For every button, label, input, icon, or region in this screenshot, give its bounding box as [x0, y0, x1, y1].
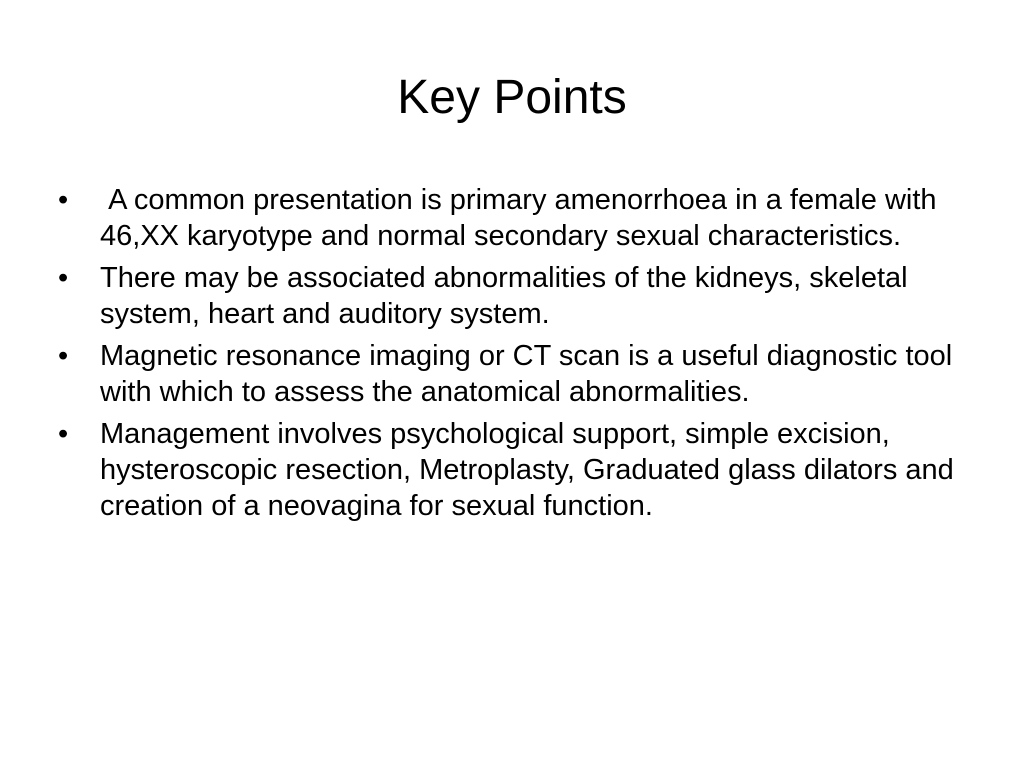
- bullet-icon: •: [58, 184, 69, 216]
- bullet-text: A common presentation is primary amenorrhoea in a female with 46,XX karyotype and normal secondary sexual characteristics.: [100, 184, 945, 252]
- bullet-item: [58, 260, 958, 332]
- bullet-text: Management involves psychological support, simple excision, hysteroscopic resection, Metroplasty, Graduated glass dilators and creation of a neovagina for sexual function.: [100, 418, 954, 522]
- bullet-icon: •: [58, 418, 69, 450]
- slide-title: Key Points: [397, 71, 627, 124]
- bullet-item: [58, 338, 958, 410]
- bullet-item: [58, 416, 958, 524]
- bullet-text: Magnetic resonance imaging or CT scan is a useful diagnostic tool with which to assess the anatomical abnormalities.: [100, 340, 953, 408]
- bullet-icon: •: [58, 340, 69, 372]
- bullet-list: [58, 182, 958, 530]
- bullet-text: There may be associated abnormalities of the kidneys, skeletal system, heart and auditory system.: [100, 262, 908, 330]
- bullet-icon: •: [58, 262, 69, 294]
- bullet-item: [58, 182, 958, 254]
